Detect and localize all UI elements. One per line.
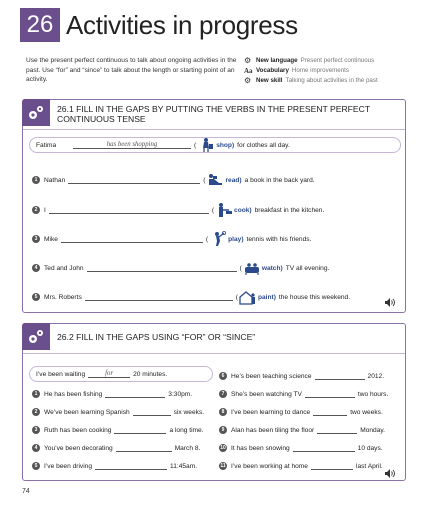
answer-blank[interactable] bbox=[105, 391, 165, 398]
exercise-item bbox=[32, 426, 204, 434]
sentence-start: We’ve been learning Spanish bbox=[44, 408, 130, 416]
sentence-start: He’s been teaching science bbox=[231, 372, 312, 380]
divider bbox=[23, 353, 405, 354]
exercise-item bbox=[219, 444, 383, 452]
subject: Fatima bbox=[36, 141, 57, 149]
item-number: 4 bbox=[32, 444, 40, 452]
item-number: 3 bbox=[32, 235, 40, 243]
info-row-language bbox=[244, 56, 414, 66]
sentence-end: last April. bbox=[355, 462, 383, 470]
item-number: 4 bbox=[32, 264, 40, 272]
gears-icon bbox=[22, 323, 50, 350]
sentence-end: two weeks. bbox=[350, 408, 383, 416]
exercise-item bbox=[32, 390, 192, 398]
answer-blank[interactable] bbox=[87, 265, 237, 272]
sentence-end: 2012. bbox=[367, 372, 385, 380]
info-value: Talking about activities in the past bbox=[285, 77, 378, 84]
info-key: New skill bbox=[256, 77, 283, 84]
verb: read) bbox=[225, 176, 242, 184]
cooking-icon bbox=[215, 202, 233, 218]
info-value: Present perfect continuous bbox=[300, 57, 375, 64]
item-number: 1 bbox=[32, 390, 40, 398]
answer-blank[interactable] bbox=[305, 391, 355, 398]
sentence-end: March 8. bbox=[174, 444, 201, 452]
answer-blank[interactable] bbox=[133, 409, 171, 416]
answer-field[interactable]: has been shopping bbox=[73, 141, 191, 149]
item-number: 3 bbox=[32, 426, 40, 434]
exercise-item bbox=[32, 462, 197, 470]
answer-blank[interactable] bbox=[49, 207, 209, 214]
answer-blank[interactable] bbox=[95, 463, 167, 470]
verb: shop) bbox=[216, 141, 235, 149]
answer-blank[interactable] bbox=[68, 177, 200, 184]
exercise-26-2 bbox=[22, 323, 406, 481]
exercise-item: 3 Mike ( play) tennis with his friends. bbox=[32, 231, 311, 247]
item-number: 9 bbox=[219, 426, 227, 434]
exercise-item: 4 Ted and John ( watch) TV all evening. bbox=[32, 260, 329, 276]
sentence-rest: TV all evening. bbox=[285, 264, 330, 272]
item-number: 8 bbox=[219, 408, 227, 416]
speaker-icon[interactable] bbox=[385, 298, 395, 309]
painting-house-icon bbox=[239, 289, 257, 305]
sentence-end: 20 minutes. bbox=[133, 370, 168, 378]
subject: Nathan bbox=[44, 176, 66, 184]
exercise-item: 5 Mrs. Roberts ( paint) the house this weekend. bbox=[32, 289, 350, 305]
info-row-vocabulary bbox=[244, 66, 414, 76]
example-row bbox=[29, 366, 213, 382]
verb: watch) bbox=[261, 264, 283, 272]
item-number: 10 bbox=[220, 445, 226, 451]
item-number: 7 bbox=[219, 390, 227, 398]
exercise-item: 1 Nathan ( read) a book in the back yard. bbox=[32, 172, 315, 188]
exercise-item bbox=[219, 426, 385, 434]
tv-sofa-icon bbox=[243, 260, 261, 276]
exercise-heading: 26.2 FILL IN THE GAPS USING “FOR” OR “SINCE” bbox=[57, 332, 256, 342]
exercise-heading bbox=[57, 104, 370, 124]
verb: cook) bbox=[234, 206, 252, 214]
sentence-rest: a book in the back yard. bbox=[244, 176, 315, 184]
exercise-item bbox=[219, 462, 383, 470]
sentence-start: I’ve been working at home bbox=[231, 462, 308, 470]
sentence-start: Alan has been tiling the floor bbox=[231, 426, 315, 434]
intro-text: Use the present perfect continuous to talk about ongoing activities in the past. Use “for” and “since” to talk about the length or starting point of an activity. bbox=[26, 57, 237, 84]
answer-blank[interactable] bbox=[293, 445, 355, 452]
subject: I bbox=[44, 206, 46, 214]
sentence-start: I’ve been learning to dance bbox=[231, 408, 311, 416]
info-key: New language bbox=[256, 57, 298, 64]
answer-blank[interactable] bbox=[311, 463, 353, 470]
verb: play) bbox=[228, 235, 244, 243]
exercise-item bbox=[219, 390, 388, 398]
speaker-icon[interactable] bbox=[385, 469, 395, 480]
sentence-end: 10 days. bbox=[357, 444, 383, 452]
vocabulary-icon: Aa bbox=[244, 67, 253, 75]
subject: Ted and John bbox=[44, 264, 84, 272]
answer-blank[interactable] bbox=[114, 427, 166, 434]
gears-icon bbox=[22, 99, 50, 126]
exercise-item bbox=[32, 444, 200, 452]
gears-icon: ⚙ bbox=[244, 56, 252, 65]
sentence-start: It has been snowing bbox=[231, 444, 290, 452]
subject: Mrs. Roberts bbox=[44, 293, 82, 301]
unit-title: Activities in progress bbox=[66, 9, 298, 40]
answer-blank[interactable] bbox=[313, 409, 347, 416]
reading-icon bbox=[206, 172, 224, 188]
unit-info-panel bbox=[244, 56, 414, 86]
item-number: 1 bbox=[32, 176, 40, 184]
answer-blank[interactable] bbox=[317, 427, 357, 434]
item-number: 2 bbox=[32, 206, 40, 214]
sentence-end: 3:30pm. bbox=[168, 390, 193, 398]
sentence-end: six weeks. bbox=[173, 408, 205, 416]
item-number: 11 bbox=[220, 463, 226, 469]
answer-blank[interactable] bbox=[315, 373, 365, 380]
item-number: 6 bbox=[219, 372, 227, 380]
exercise-26-1 bbox=[22, 99, 406, 313]
sentence-start: I’ve been waiting bbox=[36, 370, 86, 378]
subject: Mike bbox=[44, 235, 58, 243]
skill-icon: ⚙ bbox=[244, 76, 252, 85]
exercise-item bbox=[219, 408, 383, 416]
shopping-icon bbox=[197, 137, 215, 153]
sentence-end: a long time. bbox=[169, 426, 204, 434]
divider bbox=[23, 129, 405, 130]
answer-blank[interactable] bbox=[116, 445, 172, 452]
sentence-rest: the house this weekend. bbox=[278, 293, 351, 301]
sentence-start: I’ve been driving bbox=[44, 462, 93, 470]
unit-number: 26 bbox=[20, 8, 60, 42]
tennis-icon bbox=[209, 231, 227, 247]
item-number: 5 bbox=[32, 293, 40, 301]
exercise-item bbox=[219, 372, 384, 380]
sentence-end: Monday. bbox=[360, 426, 386, 434]
sentence-start: Ruth has been cooking bbox=[44, 426, 112, 434]
item-number: 5 bbox=[32, 462, 40, 470]
page-number: 74 bbox=[22, 488, 30, 495]
example-row: Fatima has been shopping ( shop) for clothes all day. bbox=[29, 137, 401, 153]
sentence-start: She’s been watching TV bbox=[231, 390, 302, 398]
answer-blank[interactable] bbox=[85, 294, 233, 301]
answer-field[interactable]: for bbox=[88, 370, 130, 378]
sentence-start: You’ve been decorating bbox=[44, 444, 113, 452]
verb: paint) bbox=[257, 293, 276, 301]
info-row-skill bbox=[244, 76, 414, 86]
sentence-rest: for clothes all day. bbox=[237, 141, 290, 149]
item-number: 2 bbox=[32, 408, 40, 416]
heading-line: CONTINUOUS TENSE bbox=[57, 114, 146, 124]
exercise-item bbox=[32, 408, 204, 416]
heading-line: 26.1 FILL IN THE GAPS BY PUTTING THE VERBS IN THE PRESENT PERFECT bbox=[57, 104, 371, 114]
sentence-rest: breakfast in the kitchen. bbox=[254, 206, 325, 214]
unit-header bbox=[20, 8, 298, 42]
info-value: Home improvements bbox=[291, 67, 349, 74]
exercise-item: 2 I ( cook) breakfast in the kitchen. bbox=[32, 202, 324, 218]
info-key: Vocabulary bbox=[256, 67, 289, 74]
sentence-end: two hours. bbox=[357, 390, 389, 398]
answer-blank[interactable] bbox=[61, 236, 203, 243]
sentence-rest: tennis with his friends. bbox=[246, 235, 312, 243]
sentence-end: 11:45am. bbox=[170, 462, 198, 470]
sentence-start: He has been fishing bbox=[44, 390, 103, 398]
